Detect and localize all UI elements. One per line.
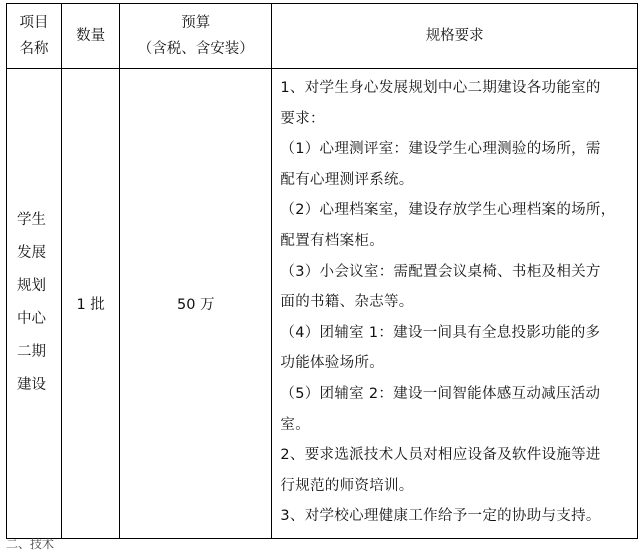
header-quantity: 数量 [62, 4, 120, 69]
quantity-cell: 1 批 [62, 69, 120, 539]
requirement-line: （3）小会议室：需配置会议桌椅、书柜及相关方 [280, 263, 601, 280]
header-spec: 规格要求 [272, 4, 638, 69]
name-line: 发展 [17, 245, 46, 262]
header-row [7, 4, 638, 69]
requirements-cell [272, 69, 638, 539]
header-item-line-1: 项目 [19, 15, 49, 31]
requirement-line: （2）心理档案室，建设存放学生心理档案的场所， [280, 202, 616, 219]
requirement-line: 功能体验场所。 [280, 355, 384, 372]
header-item-line-2: 名称 [19, 41, 49, 57]
name-line: 规划 [17, 278, 46, 295]
header-budget [120, 4, 272, 69]
requirement-line: 2、要求选派技术人员对相应设备及软件设施等进 [280, 447, 601, 464]
table-row [7, 69, 638, 539]
requirements-table [6, 3, 638, 539]
requirement-line: 配置有档案柜。 [280, 232, 384, 249]
header-item-name [7, 4, 62, 69]
header-budget-line-2: （含税、含安装） [137, 41, 254, 57]
budget-cell: 50 万 [120, 69, 272, 539]
requirement-line: 配有心理测评系统。 [280, 171, 414, 188]
requirement-line: （5）团辅室 2：建设一间智能体感互动减压活动 [280, 385, 601, 402]
name-line: 学生 [17, 212, 46, 229]
item-name-cell [7, 69, 62, 539]
requirement-line: 室。 [280, 416, 310, 433]
name-line: 中心 [17, 311, 46, 328]
requirement-line: 1、对学生身心发展规划中心二期建设各功能室的 [280, 80, 601, 96]
header-budget-line-1: 预算 [181, 15, 211, 31]
name-line: 二期 [17, 344, 46, 361]
requirement-line: 行规范的师资培训。 [280, 477, 414, 494]
requirement-line: （1）心理测评室：建设学生心理测验的场所，需 [280, 141, 601, 158]
requirement-line: 要求： [280, 110, 325, 127]
name-line: 建设 [17, 377, 46, 394]
requirement-line: （4）团辅室 1：建设一间具有全息投影功能的多 [280, 324, 601, 341]
requirement-line: 面的书籍、杂志等。 [280, 294, 414, 311]
requirement-line: 3、对学校心理健康工作给予一定的协助与支持。 [280, 508, 601, 525]
footnote-text: 二、技术 [6, 537, 55, 551]
